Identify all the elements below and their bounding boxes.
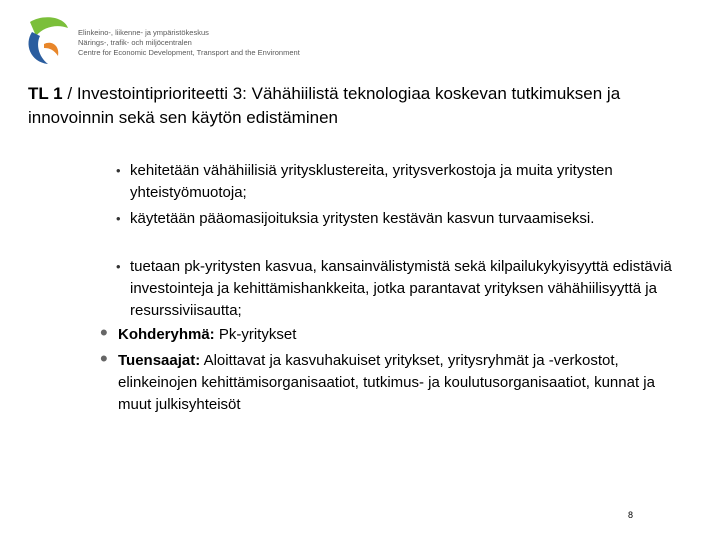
- sub-bullet-text: tuetaan pk-yritysten kasvua, kansainvälistymistä sekä kilpailukykyisyyttä edistäviä investointeja ja kehittämishankkeita, jotka parantavat yrityksen vähähiilisyyttä ja resurssiviisautta;: [130, 258, 672, 319]
- bullet-dot-icon: •: [100, 346, 108, 371]
- slide-title: [28, 82, 708, 130]
- bullet-label: Tuensaajat:: [118, 352, 201, 369]
- bullet-dot-icon: •: [116, 259, 121, 274]
- org-line-fi: Elinkeino-, liikenne- ja ympäristökeskus: [78, 28, 209, 37]
- bullet-text: Aloittavat ja kasvuhakuiset yritykset, yritysryhmät ja -verkostot, elinkeinojen kehittämisorganisaatiot, tutkimus- ja koulutusorganisaatiot, kunnat ja muut julkisyhteisöt: [118, 352, 655, 413]
- sub-bullet-1: [116, 160, 690, 204]
- bullet-beneficiaries: [100, 346, 678, 416]
- sub-bullet-2: [116, 208, 690, 230]
- sub-bullet-text: käytetään pääomasijoituksia yritysten kestävän kasvun turvaamiseksi.: [130, 210, 595, 227]
- sub-bullet-3: [116, 256, 690, 322]
- page-number: 8: [628, 510, 634, 520]
- sub-bullet-text: kehitetään vähähiilisiä yritysklustereita, yritysverkostoja ja muita yritysten yhteistyömuotoja;: [130, 162, 613, 201]
- ely-logo-icon: [22, 14, 72, 66]
- org-line-sv: Närings-, trafik- och miljöcentralen: [78, 38, 192, 47]
- title-separator: /: [62, 84, 77, 103]
- bullet-dot-icon: •: [100, 320, 108, 345]
- bullet-dot-icon: •: [116, 211, 121, 226]
- bullet-text: Pk-yritykset: [214, 326, 297, 343]
- org-line-en: Centre for Economic Development, Transport and the Environment: [78, 48, 300, 57]
- bullet-dot-icon: •: [116, 163, 121, 178]
- title-prefix: TL 1: [28, 84, 63, 103]
- bullet-target-group: [100, 320, 678, 346]
- organization-name: [78, 28, 300, 58]
- bullet-label: Kohderyhmä:: [118, 326, 215, 343]
- title-text: Investointiprioriteetti 3: Vähähiilistä teknologiaa koskevan tutkimuksen ja innovoinnin sekä sen käytön edistäminen: [28, 84, 621, 127]
